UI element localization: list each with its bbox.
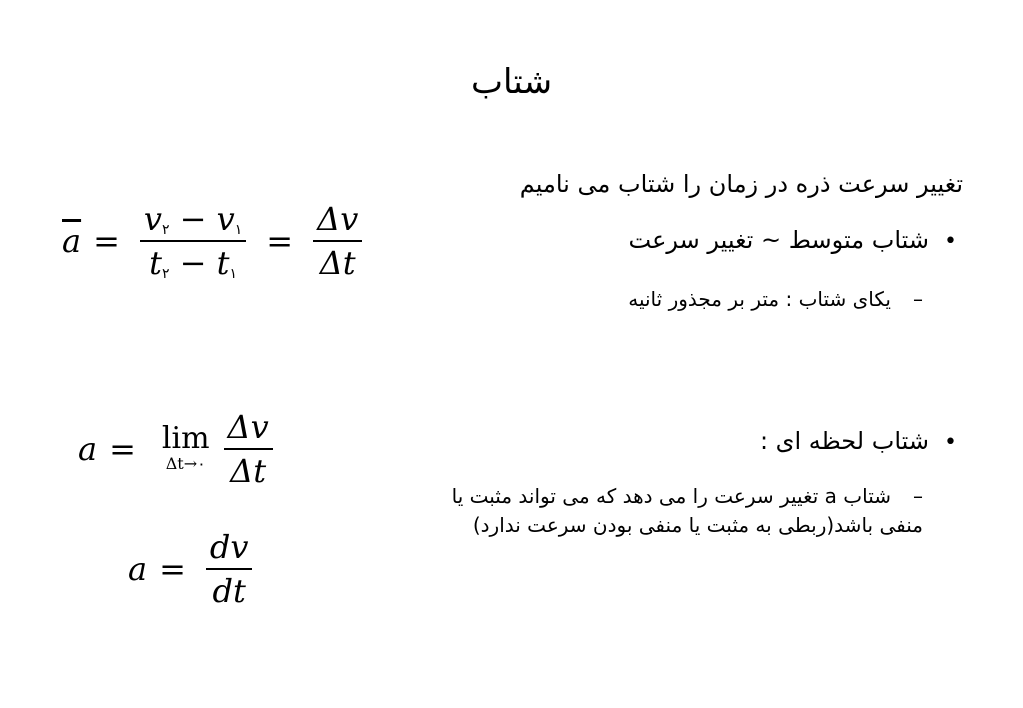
sub-bullet-line1: شتاب a تغییر سرعت را می دهد که می تواند مثبت یا bbox=[451, 484, 891, 508]
delta-fraction bbox=[224, 408, 273, 490]
fraction-numerator: dv bbox=[206, 528, 253, 570]
derivative-fraction bbox=[206, 528, 253, 610]
lim-word: lim bbox=[161, 421, 210, 457]
instant-acceleration-limit-equation bbox=[78, 408, 281, 490]
t-symbol: t bbox=[149, 244, 162, 282]
sub-bullet-line2: منفی باشد(ربطی به مثبت یا منفی بودن سرعت ندارد) bbox=[472, 513, 923, 537]
fraction-denominator: Δt bbox=[230, 452, 267, 490]
t-symbol: t bbox=[216, 244, 230, 282]
velocity-difference-fraction bbox=[140, 200, 246, 282]
limit-operator bbox=[161, 421, 210, 474]
equals-sign: = bbox=[93, 222, 120, 260]
fraction-denominator: dt bbox=[212, 572, 246, 610]
derivative-equation bbox=[128, 528, 260, 610]
subscript: ۱ bbox=[234, 222, 243, 238]
bullet-icon: • bbox=[944, 430, 957, 455]
lim-subscript: Δt→۰ bbox=[165, 454, 206, 474]
sub-bullet-text: یکای شتاب : متر بر مجذور ثانیه bbox=[628, 287, 891, 311]
fraction-numerator: Δv bbox=[313, 200, 362, 242]
minus-sign: − bbox=[179, 244, 207, 282]
bullet-instant-acceleration bbox=[760, 427, 957, 455]
sub-bullet-unit bbox=[628, 285, 923, 314]
fraction-denominator: Δt bbox=[319, 244, 356, 282]
average-acceleration-equation bbox=[62, 200, 370, 282]
a-bar-symbol: $\overline{a}$ bbox=[62, 222, 82, 260]
a-symbol: a bbox=[128, 550, 148, 588]
dash-icon: – bbox=[913, 287, 923, 311]
subscript: ۲ bbox=[161, 222, 170, 238]
subscript: ۱ bbox=[229, 266, 238, 282]
sub-bullet-sign bbox=[343, 482, 923, 540]
delta-fraction bbox=[313, 200, 362, 282]
v-symbol: v bbox=[216, 200, 235, 238]
equals-sign: = bbox=[109, 430, 136, 468]
intro-text: تغییر سرعت ذره در زمان را شتاب می نامیم bbox=[519, 170, 963, 198]
subscript: ۲ bbox=[161, 266, 170, 282]
bullet-average-acceleration bbox=[629, 226, 958, 254]
minus-sign: − bbox=[179, 200, 207, 238]
fraction-numerator bbox=[140, 200, 246, 242]
bullet-text: شتاب متوسط ~ تغییر سرعت bbox=[628, 226, 929, 254]
a-symbol: a bbox=[78, 430, 98, 468]
v-symbol: v bbox=[143, 200, 162, 238]
equals-sign: = bbox=[266, 222, 294, 260]
bullet-icon: • bbox=[944, 229, 957, 254]
equals-sign: = bbox=[159, 550, 186, 588]
fraction-denominator bbox=[145, 242, 241, 282]
fraction-numerator: Δv bbox=[224, 408, 273, 450]
dash-icon: – bbox=[913, 484, 923, 508]
bullet-text: شتاب لحظه ای : bbox=[759, 427, 929, 455]
slide-title: شتاب bbox=[470, 62, 553, 102]
